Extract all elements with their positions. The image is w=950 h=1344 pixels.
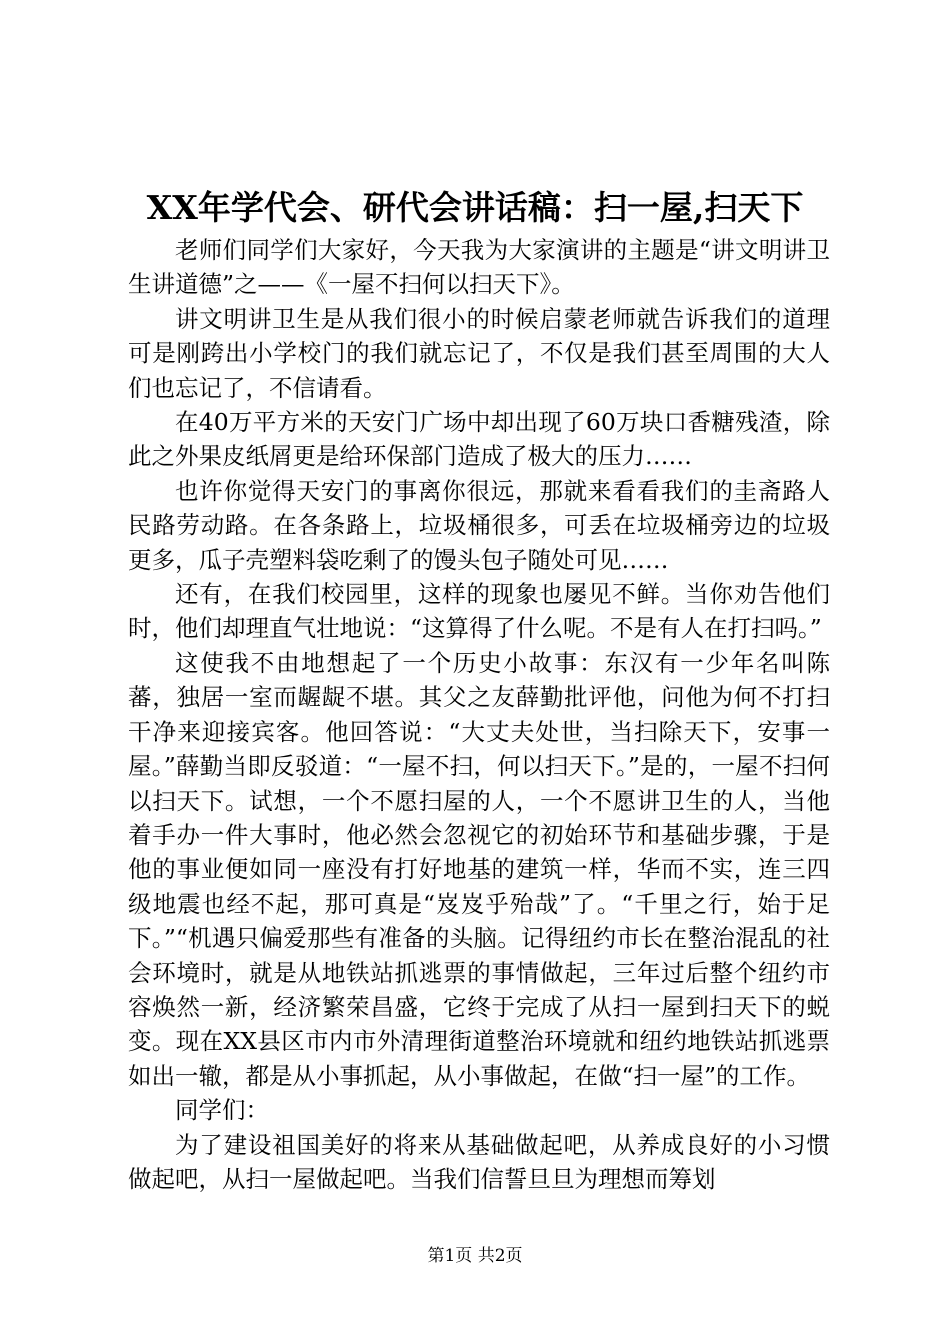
paragraph: 同学们： xyxy=(175,1096,269,1125)
page-footer: 第1页 共2页 xyxy=(427,1246,523,1266)
paragraph: 这使我不由地想起了一个历史小故事：东汉有一少年名叫陈蕃，独居一室而龌龊不堪。其父之友薛勤批评他，问他为何不打扫干净来迎接宾客。他回答说：“大丈夫处世，当扫除天下，安事一屋。”薛勤当即反驳道：“一屋不扫，何以扫天下。”是的，一屋不扫何以扫天下。试想，一个不愿扫屋的人，一个不愿讲卫生的人，当他着手办一件大事时，他必然会忽视它的初始环节和基础步骤，于是他的事业便如同一座没有打好地基的建筑一样，华而不实，连三四级地震也经不起，那可真是“岌岌乎殆哉”了。“千里之行，始于足下。”“机遇只偏爱那些有准备的头脑。记得纽约市长在整治混乱的社会环境时，就是从地铁站抓逃票的事情做起，三年过后整个纽约市容焕然一新，经济繁荣昌盛，它终于完成了从扫一屋到扫天下的蜕变。现在XX县区市内市外清理街道整治环境就和纽约地铁站抓逃票如出一辙，都是从小事抓起，从小事做起，在做“扫一屋”的工作。 xyxy=(128,648,830,1090)
paragraph: 讲文明讲卫生是从我们很小的时候启蒙老师就告诉我们的道理可是刚跨出小学校门的我们就忘记了，不仅是我们甚至周围的大人们也忘记了，不信请看。 xyxy=(128,304,830,402)
paragraph: 为了建设祖国美好的将来从基础做起吧，从养成良好的小习惯做起吧，从扫一屋做起吧。当我们信誓旦旦为理想而筹划 xyxy=(128,1130,830,1193)
document-body xyxy=(128,233,830,1196)
paragraph: 也许你觉得天安门的事离你很远，那就来看看我们的圭斋路人民路劳动路。在各条路上，垃圾桶很多，可丢在垃圾桶旁边的垃圾更多，瓜子壳塑料袋吃剩了的馒头包子随处可见…… xyxy=(128,476,830,574)
document-title: XX年学代会、研代会讲话稿：扫一屋,扫天下 xyxy=(146,188,804,227)
paragraph: 在40万平方米的天安门广场中却出现了60万块口香糖残渣，除此之外果皮纸屑更是给环保部门造成了极大的压力…… xyxy=(128,408,830,471)
paragraph: 还有，在我们校园里，这样的现象也屡见不鲜。当你劝告他们时，他们却理直气壮地说：“这算得了什么呢。不是有人在打扫吗。” xyxy=(128,580,830,643)
paragraph: 老师们同学们大家好，今天我为大家演讲的主题是“讲文明讲卫生讲道德”之——《一屋不扫何以扫天下》。 xyxy=(128,236,830,299)
